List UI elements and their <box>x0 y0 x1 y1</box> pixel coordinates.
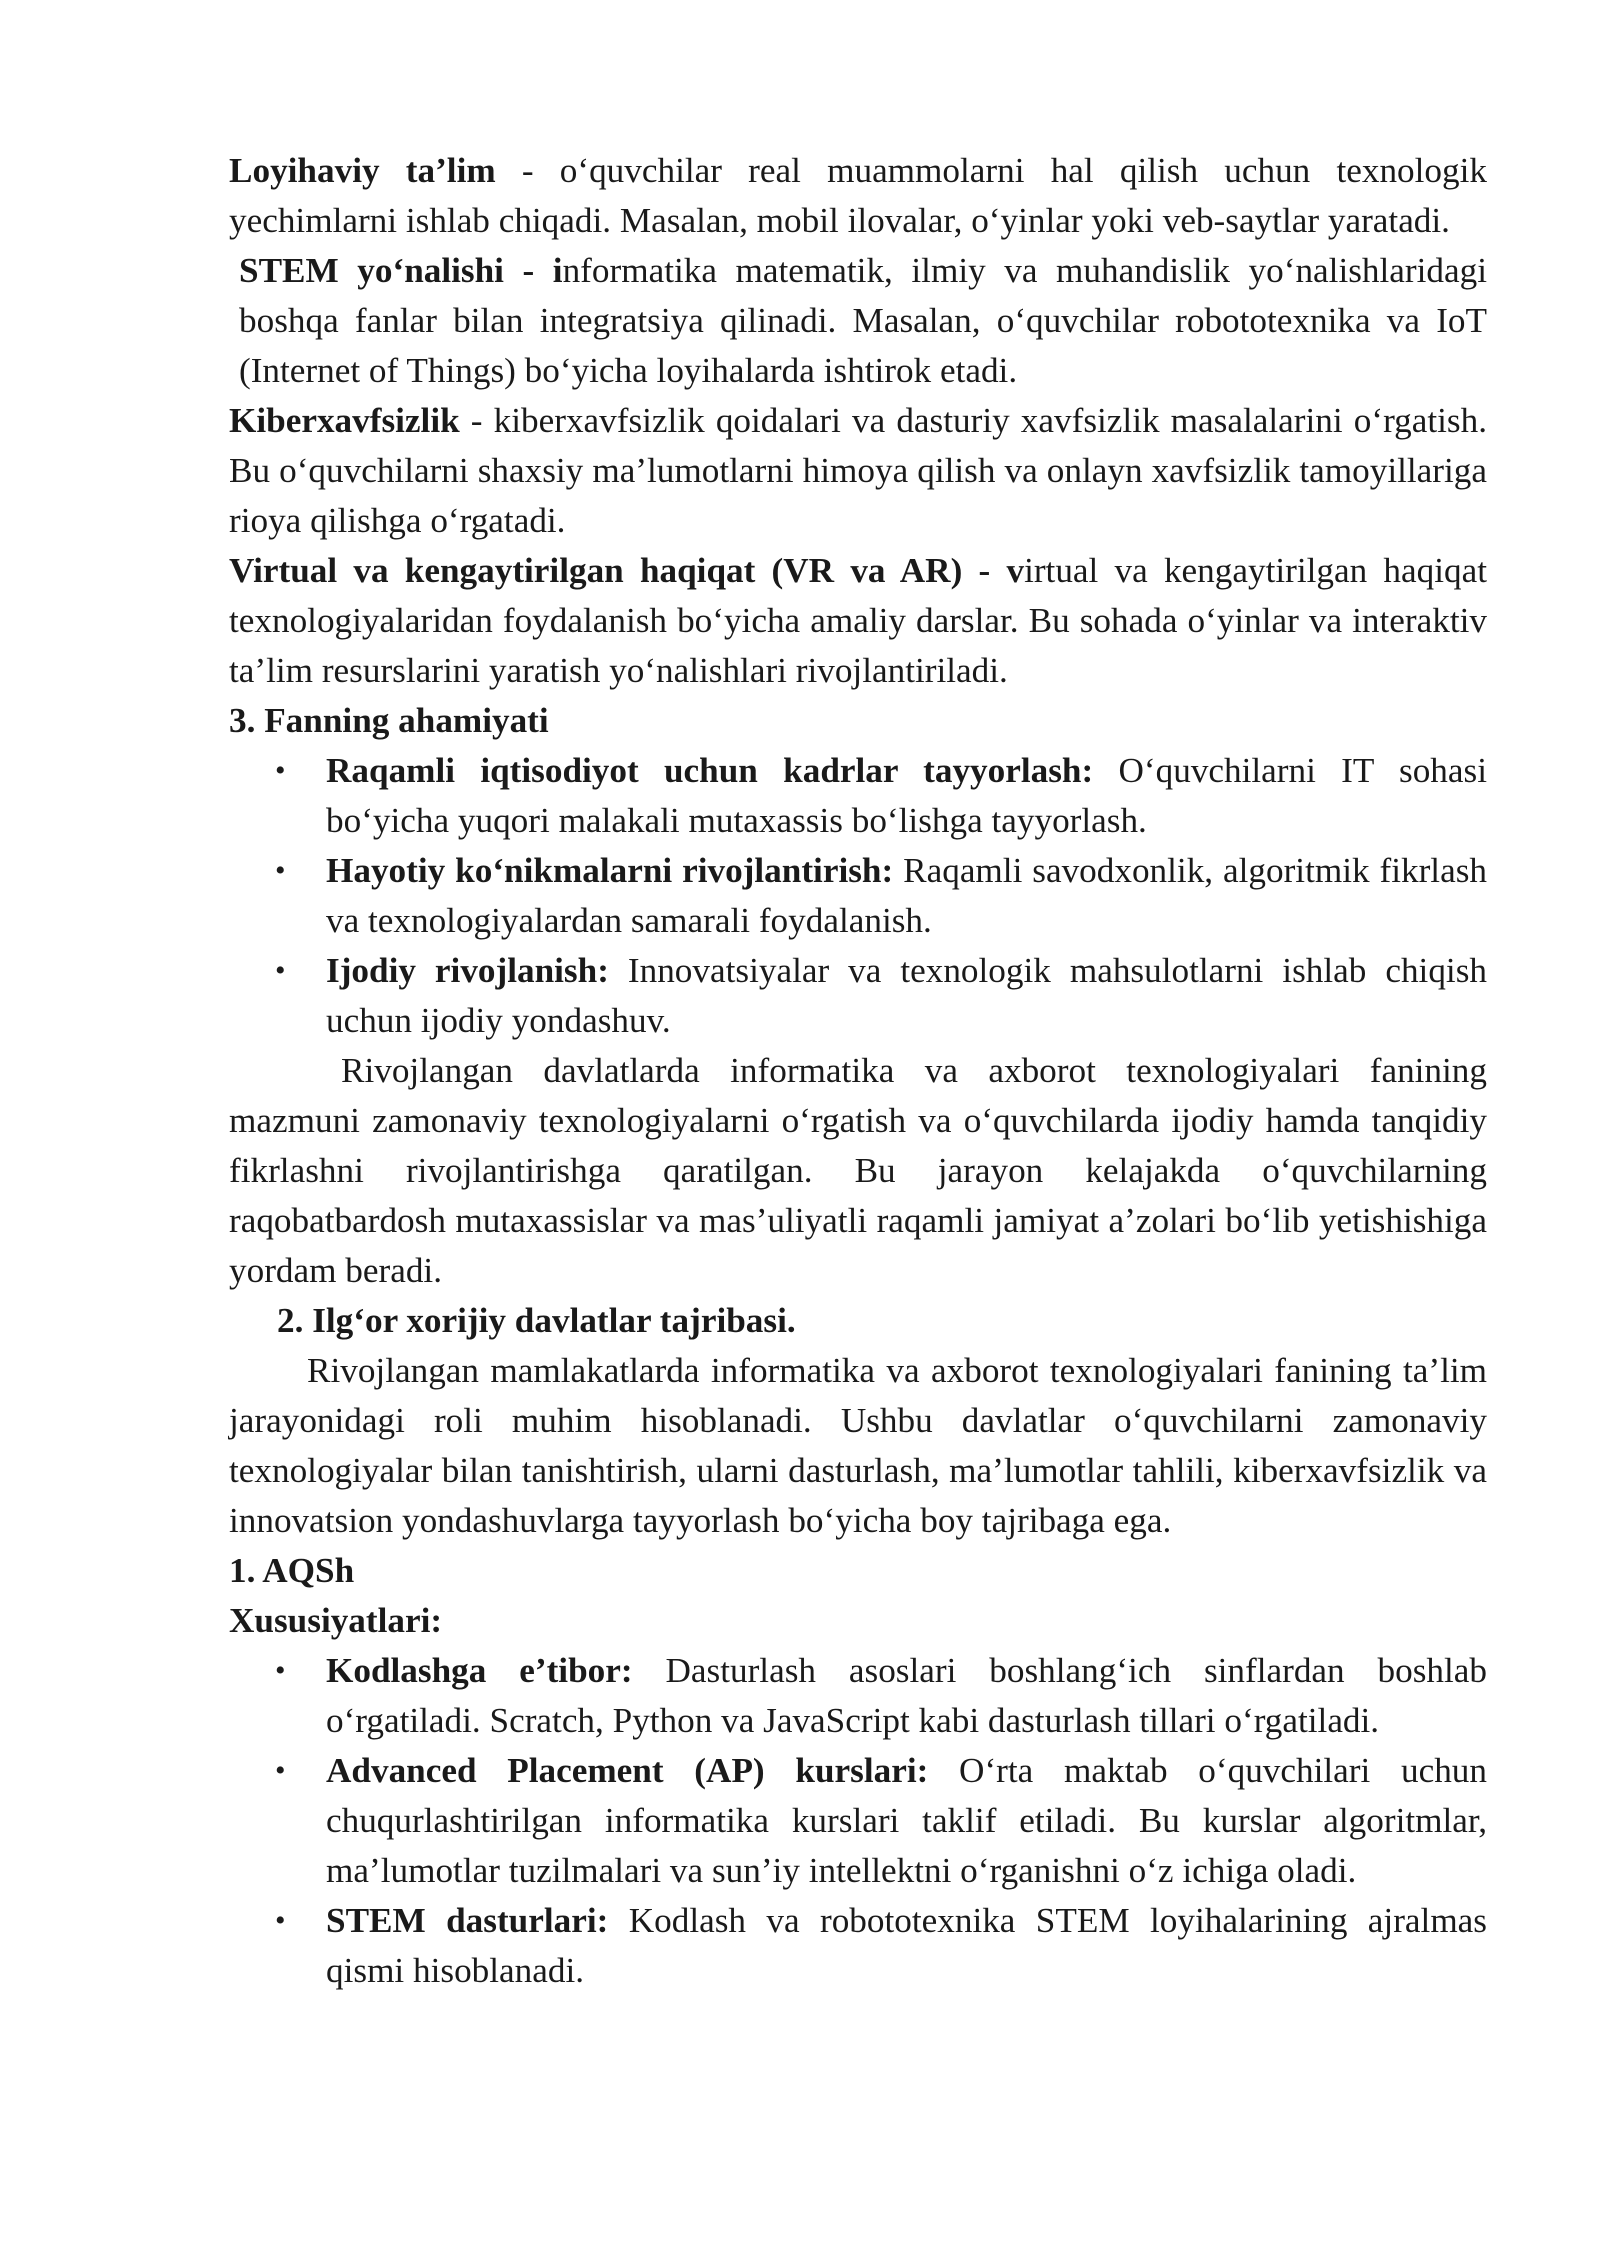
list-item-term: STEM dasturlari: <box>326 1901 609 1940</box>
list-item <box>229 746 1487 846</box>
bullet-icon: • <box>275 954 286 987</box>
direction-text: nformatika matematik, ilmiy va muhandislik yo‘nalishlaridagi boshqa fanlar bilan integratsiya qilinadi. Masalan, o‘quvchilar robototexnika va IoT (Internet of Things) bo‘yicha loyihalarda ishtirok etadi. <box>239 251 1487 390</box>
direction-cybersecurity <box>229 396 1487 546</box>
direction-stem <box>229 246 1487 396</box>
direction-term: STEM yo‘nalishi - i <box>239 251 563 290</box>
section-heading-usa: 1. AQSh <box>229 1551 355 1590</box>
direction-text: irtual va kengaytirilgan haqiqat texnologiyalaridan foydalanish bo‘yicha amaliy darslar. Bu sohada o‘yinlar va interaktiv ta’lim resurslarini yaratish yo‘nalishlari rivojlantiriladi. <box>229 551 1487 690</box>
bullet-icon: • <box>275 854 286 887</box>
section-heading-experience: 2. Ilg‘or xorijiy davlatlar tajribasi. <box>277 1301 796 1340</box>
direction-text: kiberxavfsizlik qoidalari va dasturiy xavfsizlik masalalarini o‘rgatish. Bu o‘quvchilarni shaxsiy ma’lumotlarni himoya qilish va onlayn xavfsizlik tamoyillariga rioya qilishga o‘rgatadi. <box>229 401 1487 540</box>
list-item <box>229 1896 1487 1996</box>
list-item-text: Innovatsiyalar va texnologik mahsulotlarni ishlab chiqish uchun ijodiy yondashuv. <box>326 951 1487 1040</box>
importance-list <box>229 746 1487 1046</box>
section-heading-importance: 3. Fanning ahamiyati <box>229 701 549 740</box>
list-item-text: O‘rta maktab o‘quvchilari uchun chuqurlashtirilgan informatika kurslari taklif etiladi. Bu kurslar algoritmlar, ma’lumotlar tuzilmalari va sun’iy intellektni o‘rganishni o‘z ichiga oladi. <box>326 1751 1487 1890</box>
usa-features-list <box>229 1646 1487 1996</box>
list-item-text: O‘quvchilarni IT sohasi bo‘yicha yuqori malakali mutaxassis bo‘lishga tayyorlash. <box>326 751 1487 840</box>
list-item-term: Raqamli iqtisodiyot uchun kadrlar tayyorlash: <box>326 751 1094 790</box>
direction-vr-ar <box>229 546 1487 696</box>
list-item-text: Raqamli savodxonlik, algoritmik fikrlash va texnologiyalardan samarali foydalanish. <box>326 851 1487 940</box>
bullet-icon: • <box>275 754 286 787</box>
list-item-term: Hayotiy ko‘nikmalarni rivojlantirish: <box>326 851 894 890</box>
list-item-text: Kodlash va robototexnika STEM loyihalarining ajralmas qismi hisoblanadi. <box>326 1901 1487 1990</box>
list-item-term: Kodlashga e’tibor: <box>326 1651 633 1690</box>
bullet-icon: • <box>275 1754 286 1787</box>
importance-paragraph: Rivojlangan davlatlarda informatika va axborot texnologiyalari fanining mazmuni zamonaviy texnologiyalarni o‘rgatish va o‘quvchilarda ijodiy hamda tanqidiy fikrlashni rivojlantirishga qaratilgan. Bu jarayon kelajakda o‘quvchilarning raqobatbardosh mutaxassislar va mas’uliyatli raqamli jamiyat a’zolari bo‘lib yetishishiga yordam beradi. <box>229 1051 1487 1290</box>
subheading-features: Xususiyatlari: <box>229 1601 443 1640</box>
list-item <box>229 946 1487 1046</box>
direction-term: Loyihaviy ta’lim <box>229 151 496 190</box>
list-item-term: Advanced Placement (AP) kurslari: <box>326 1751 929 1790</box>
list-item <box>229 846 1487 946</box>
direction-term: Virtual va kengaytirilgan haqiqat (VR va AR) - v <box>229 551 1025 590</box>
bullet-icon: • <box>275 1654 286 1687</box>
bullet-icon: • <box>275 1904 286 1937</box>
list-item-text: Dasturlash asoslari boshlang‘ich sinflardan boshlab o‘rgatiladi. Scratch, Python va JavaScript kabi dasturlash tillari o‘rgatiladi. <box>326 1651 1488 1740</box>
experience-paragraph: Rivojlangan mamlakatlarda informatika va axborot texnologiyalari fanining ta’lim jarayonidagi roli muhim hisoblanadi. Ushbu davlatlar o‘quvchilarni zamonaviy texnologiyalar bilan tanishtirish, ularni dasturlash, ma’lumotlar tahlili, kiberxavfsizlik va innovatsion yondashuvlarga tayyorlash bo‘yicha boy tajribaga ega. <box>229 1351 1487 1540</box>
list-item <box>229 1646 1487 1746</box>
direction-text: o‘quvchilar real muammolarni hal qilish uchun texnologik yechimlarni ishlab chiqadi. Masalan, mobil ilovalar, o‘yinlar yoki veb-saytlar yaratadi. <box>229 151 1487 240</box>
list-item <box>229 1746 1487 1896</box>
list-item-term: Ijodiy rivojlanish: <box>326 951 609 990</box>
direction-separator: - <box>459 401 494 440</box>
direction-project-learning <box>229 146 1487 246</box>
direction-term: Kiberxavfsizlik <box>229 401 460 440</box>
direction-separator: - <box>495 151 560 190</box>
document-page <box>229 146 1487 1996</box>
